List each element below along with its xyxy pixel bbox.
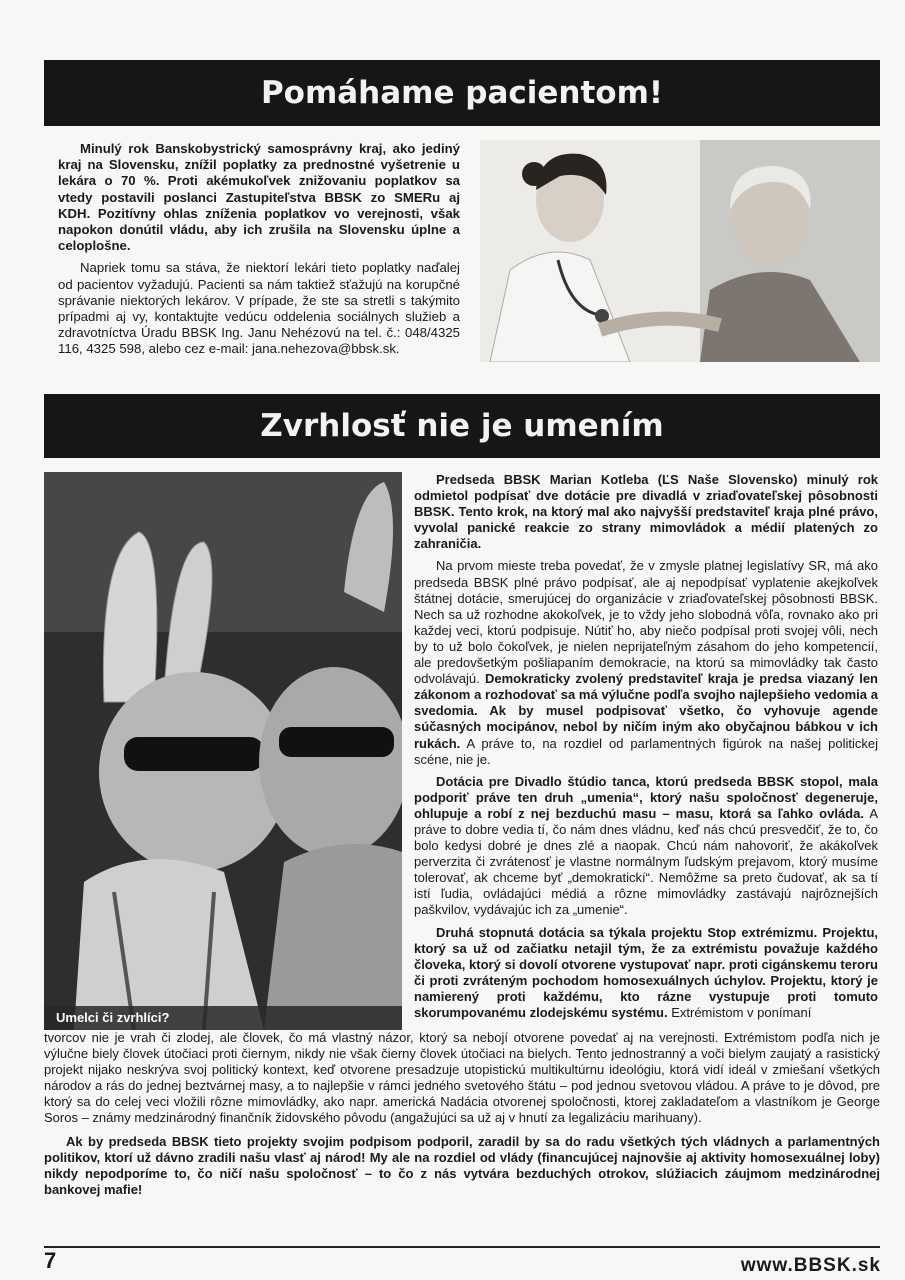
- article-paragraph-4: [414, 925, 878, 1022]
- perversion-article-full-width: [44, 1030, 880, 1205]
- patients-lead: Minulý rok Banskobystrický samosprávny kraj, ako jediný kraj na Slovensku, znížil poplatky za prednostné vyšetrenie u lekára o 70 %. Proti akémukoľvek znižovaniu poplatkov sa vtedy postavili poslanci Zastupiteľstva BBSK zo SMERu aj KDH. Pozitívny ohlas zníženia poplatkov vo verejnosti, však napokon donútil vládu, aby ich zrušila na Slovensku úplne a celoplošne.: [58, 141, 460, 254]
- article-paragraph-3: [414, 774, 878, 919]
- footer-website: www.BBSK.sk: [740, 1255, 881, 1276]
- article-paragraph-4-start: Extrémistom v ponímaní: [671, 1005, 812, 1020]
- article-paragraph-3-bold: Dotácia pre Divadlo štúdio tanca, ktorú predseda BBSK stopol, mala podporiť práve ten druh „umenia“, ktorý našu spoločnosť degeneruje, ohlupuje a robí z nej bezduchú masu – masu, ktorá sa ľahko ovláda.: [414, 773, 878, 821]
- doctor-patient-photo: [480, 140, 880, 362]
- article-paragraph-3-text: A práve to dobre vedia tí, čo nám dnes vládnu, keď nás chcú presvedčiť, že to, čo bolo kedysi dobré je dnes zlé a naopak. Chcú nám nahovoriť, že akákoľvek perverzita či zvrátenosť je vlastne normálnym ľudským prejavom, ktorý musíme tolerovať, ak chceme byť „demokratickí“. Nemôžme sa preto čudovať, ak sa tí istí ľudia, ovládajúci médiá a rôzne mimovládky zastávajú najrôznejších paškvilov, vydávajúc ich za „umenie“.: [414, 805, 878, 918]
- patients-body: Napriek tomu sa stáva, že niektorí lekári tieto poplatky naďalej od pacientov vyžadujú. Pacienti sa nám taktiež sťažujú na korupčné správanie niektorých lekárov. V prípade, že ste sa stretli s takýmito prípadmi aj vy, kontaktujte vedúcu oddelenia sociálnych služieb a zdravotníctva Úradu BBSK Ing. Janu Nehézovú na tel. č.: 048/4325 116, 4325 598, alebo cez e-mail: jana.nehezova@bbsk.sk.: [58, 260, 460, 357]
- perversion-article-right-column: [414, 472, 878, 1027]
- article-paragraph-2-bold: Demokraticky zvolený predstaviteľ kraja je predsa viazaný len zákonom a rozhodovať sa má výlučne podľa svojho najlepšieho vedomia a svedomia. Ak by musel podpisovať všetko, čo vyhovuje agende súčasných mocipánov, nebol by ničím iným ako obyčajnou bábkou v ich rukách.: [414, 671, 878, 751]
- article-paragraph-2-text: Na prvom mieste treba povedať, že v zmysle platnej legislatívy SR, má ako predseda BBSK plné právo podpísať, ale aj nepodpísať vyplatenie akejkoľvek štátnej dotácie, smerujúcej do organizácie v zriaďovateľskej pôsobnosti BBSK. Nech sa už rozhodne akokoľvek, je to vždy jeho slobodná vôľa, rovnako ako pri každej veci, ktorú podpisuje. Nútiť ho, aby niečo podpísal proti svojej vôli, nech by to už bolo čokoľvek, je nielen neprijateľným zásahom do jeho kompetencií, ale predovšetkým pošliapaním demokracie, na ktorú sa mimovládky tak často odvolávajú.: [414, 558, 878, 687]
- article-paragraph-4-bold: Druhá stopnutá dotácia sa týkala projektu Stop extrémizmu. Projektu, ktorý sa už od začiatku netajil tým, že za extrémistu považuje každého človeka, ktorý si dovolí otvorene vystupovať napr. proti cigánskemu teroru či proti zvráteným pochodom homosexuálnych úchylov. Projektu, ktorý je namierený proti každému, kto rázne vystupuje proti tomuto skorumpovanému zlodejskému systému.: [414, 924, 878, 1020]
- article-paragraph-2: [414, 558, 878, 767]
- article-paragraph-4-continued: tvorcov nie je vrah či zlodej, ale človek, čo má vlastný názor, ktorý sa nebojí otvorene povedať aj na verejnosti. Extrémistom podľa nich je výlučne biely človek útočiaci proti čiernym, nikdy nie však čierny človek útočiaci na bielych. Tento jednostranný a voči bielym zaujatý a rasistický projekt nijako neskrýva svoj politický kontext, keď otvorene presadzuje utopistickú multikultúrnu ideológiu, ktorá vidí ideál v zmiešaní všetkých národov a rás do jednej beztvárnej masy, a to najlepšie v rámci jedného svetového štátu – pod jednou svetovou vládou. A práve to je dôvod, pre ktorý sa do celej veci vložili rôzne mimovládky, ako napr. americká Nadácia otvorenej spoločnosti, ktorej zakladateľom a vlastníkom je George Soros – známy medzinárodný finančník židovského pôvodu (angažujúci sa už aj v hnutí za legalizáciu marihuany).: [44, 1030, 880, 1126]
- patients-article: [58, 141, 460, 364]
- bunny-ears-photo: [44, 472, 402, 1030]
- photo-caption: Umelci či zvrhlíci?: [44, 1006, 402, 1030]
- article-lead: Predseda BBSK Marian Kotleba (ĽS Naše Slovensko) minulý rok odmietol podpísať dve dotácie pre divadlá v zriaďovateľskej pôsobnosti BBSK. Tento krok, na ktorý mal ako najvyšší predstaviteľ kraja plné právo, vyvolal panické reakcie zo strany mimovládok a médií platených zo zahraničia.: [414, 472, 878, 552]
- section-title-patients: Pomáhame pacientom!: [44, 60, 880, 126]
- section-title-perversion: Zvrhlosť nie je umením: [44, 394, 880, 458]
- article-paragraph-2-tail: A práve to, na rozdiel od parlamentných figúrok na našej politickej scéne, nie je.: [414, 735, 878, 767]
- page-number: 7: [44, 1248, 57, 1273]
- article-closing-paragraph: Ak by predseda BBSK tieto projekty svojim podpisom podporil, zaradil by sa do radu všetkých tých vládnych a parlamentných politikov, ktorí už dávno zradili našu vlasť aj národ! My ale na rozdiel od vlády (financujúcej najnovšie aj aktivity homosexuálnej loby) nikdy nepodporíme to, čo ničí našu spoločnosť – to čo z nás vytvára bezduchých otrokov, slúžiacich záujmom medzinárodnej bankovej mafie!: [44, 1133, 880, 1197]
- footer-divider: [44, 1246, 880, 1248]
